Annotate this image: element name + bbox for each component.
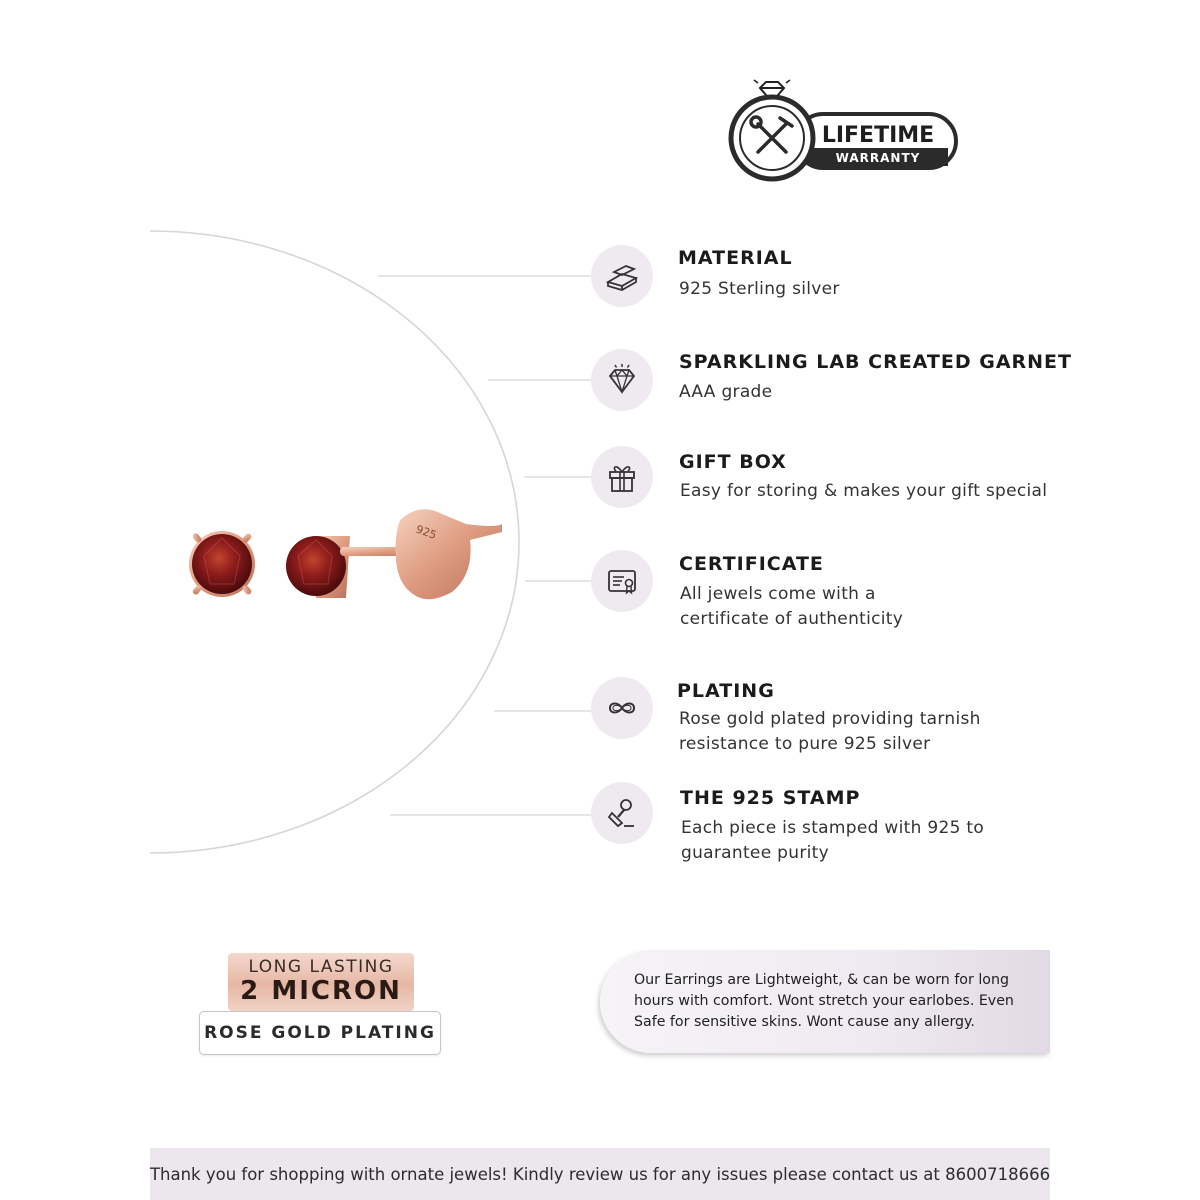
feature-title: GIFT BOX	[679, 451, 787, 473]
footer-text: Thank you for shopping with ornate jewels! Kindly review us for any issues please contact us at 8600718666	[149, 1164, 1051, 1184]
feature-icon-circle	[591, 782, 653, 844]
feature-icon-circle	[591, 446, 653, 508]
feature-icon-circle	[591, 550, 653, 612]
silver-bar-icon	[604, 258, 640, 294]
feature-description: All jewels come with a certificate of authenticity	[680, 584, 904, 629]
feature-title: CERTIFICATE	[679, 553, 824, 575]
stamp-icon	[604, 795, 640, 831]
left-earring	[189, 531, 255, 597]
long-lasting-badge	[228, 953, 414, 1011]
warranty-line2: WARRANTY	[835, 151, 921, 165]
diamond-icon	[604, 362, 640, 398]
right-earring	[286, 509, 502, 599]
warranty-line1: LIFETIME	[821, 123, 935, 148]
feature-description: Rose gold plated providing tarnish resistance to pure 925 silver	[679, 709, 981, 754]
lifetime-warranty-badge	[726, 74, 962, 190]
feature-icon-circle	[591, 245, 653, 307]
infinity-icon	[604, 690, 640, 726]
gift-box-icon	[604, 459, 640, 495]
footer-banner	[150, 1148, 1050, 1200]
feature-title: PLATING	[677, 680, 775, 702]
long-lasting-label: LONG LASTING	[248, 957, 394, 977]
feature-description: 925 Sterling silver	[679, 279, 840, 299]
feature-title: MATERIAL	[678, 247, 793, 269]
feature-title: SPARKLING LAB CREATED GARNET	[679, 351, 1072, 373]
rose-gold-plating-label: ROSE GOLD PLATING	[204, 1023, 436, 1043]
feature-description: Each piece is stamped with 925 to guarantee purity	[681, 818, 985, 863]
feature-description: Easy for storing & makes your gift special	[680, 481, 1048, 501]
feature-description: AAA grade	[679, 382, 773, 402]
micron-label: 2 MICRON	[240, 976, 402, 1006]
feature-icon-circle	[591, 349, 653, 411]
rose-gold-plating-badge	[199, 1011, 441, 1055]
comfort-note-text: Our Earrings are Lightweight, & can be worn for long hours with comfort. Wont stretch your earlobes. Even Safe for sensitive skins. Wont cause any allergy.	[634, 972, 1014, 1030]
garnet-stud-earrings-image	[180, 500, 510, 620]
feature-title: THE 925 STAMP	[680, 787, 861, 809]
feature-icon-circle	[591, 677, 653, 739]
925-stamp-label: 925	[414, 522, 439, 543]
certificate-icon	[604, 563, 640, 599]
comfort-note-panel	[600, 950, 1050, 1053]
